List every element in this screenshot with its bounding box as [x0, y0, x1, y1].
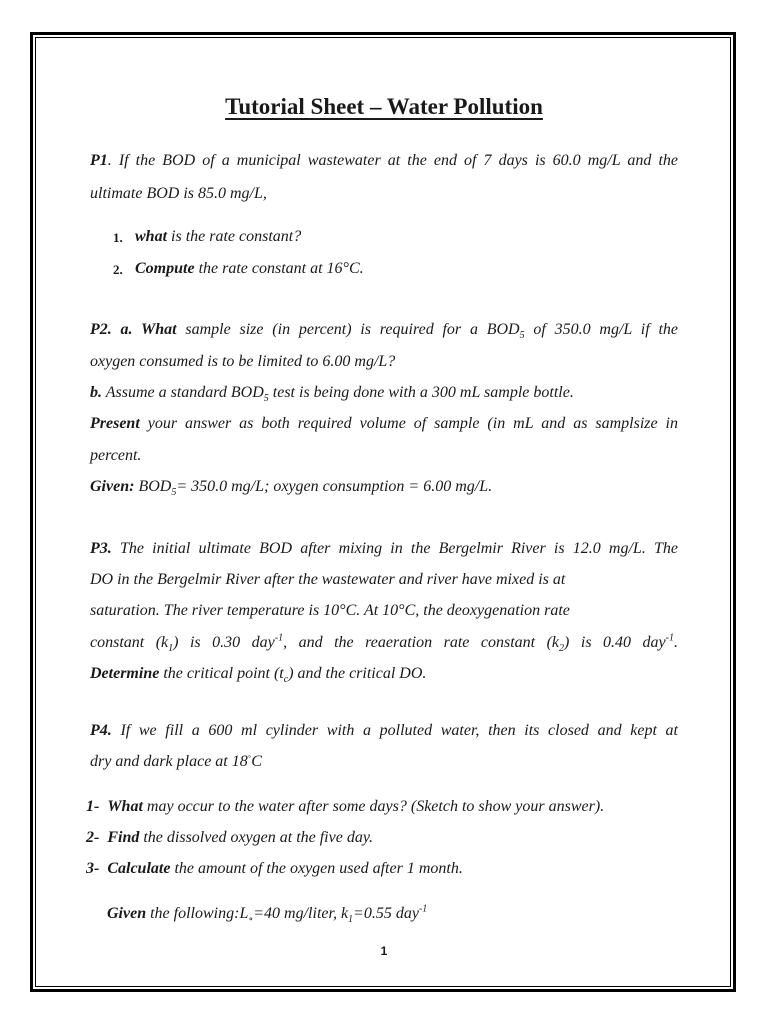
p4-item-2-text: the dissolved oxygen at the five day. [139, 829, 374, 846]
p1-item-2-number: 2. [113, 262, 123, 277]
p3-line-2: DO in the Bergelmir River after the wastewater and river have mixed is at [90, 571, 566, 588]
p4-l2b: C [251, 753, 262, 770]
p4-item-3 [86, 859, 463, 879]
p2-b-text2: test is being done with a 300 mL sample bottle. [268, 384, 574, 401]
p2-line-5: percent. [90, 447, 142, 464]
p1-item-2-verb: Compute [135, 260, 195, 277]
p3-day-sup-1: -1 [274, 632, 284, 644]
p2-present-label: Present [90, 415, 140, 432]
p4-item-3-text: the amount of the oxygen used after 1 month. [170, 860, 463, 877]
p1-line-1 [90, 151, 678, 171]
p2-present-text: your answer as both required volume of sample (in mL and as samplsize in [139, 415, 678, 432]
p2-given [90, 477, 492, 497]
p1-item-2-text: the rate constant at 16°C. [194, 260, 364, 277]
p4-degree-sup: ◦ [247, 751, 252, 763]
p4-item-2 [86, 828, 373, 848]
p4-item-1-number: 1- [86, 798, 100, 815]
p4-item-2-verb: Find [107, 829, 140, 846]
p3-day-sup-2: -1 [665, 632, 674, 644]
p4-given [107, 904, 427, 924]
p3-k1-sub: 1 [168, 643, 174, 655]
p2-given-label: Given: [90, 478, 135, 495]
p4-k1-sub: 1 [348, 914, 354, 926]
p2-given-sub-5: 5 [171, 487, 177, 499]
p3-determine-label: Determine [90, 665, 160, 682]
p4-item-3-number: 3- [86, 860, 100, 877]
p1-label: P1 [90, 152, 108, 169]
p4-item-3-verb: Calculate [107, 860, 171, 877]
p3-l4b: ) is 0.30 day [173, 634, 275, 651]
p4-given-a: the following:L [146, 905, 249, 922]
p3-line-5 [90, 664, 426, 684]
p2-given-text2: = 350.0 mg/L; oxygen consumption = 6.00 mg/L. [176, 478, 493, 495]
p2-b-label: b. [90, 384, 102, 401]
p3-line-3: saturation. The river temperature is 10°C. At 10°C, the deoxygenation rate [90, 602, 570, 619]
p4-l-sub: ∘ [248, 914, 254, 926]
p2-b-text1: Assume a standard BOD [102, 384, 264, 401]
p3-tc-sub: c [283, 674, 289, 686]
p1-item-2 [135, 259, 364, 279]
p4-item-2-number: 2- [86, 829, 100, 846]
p3-l5b: ) and the critical DO. [288, 665, 427, 682]
p2-line-3 [90, 383, 574, 403]
p3-l5a: the critical point (t [159, 665, 284, 682]
page-title: Tutorial Sheet – Water Pollution [225, 94, 543, 119]
p1-item-1-number: 1. [113, 230, 123, 245]
p2-text-a2: of 350.0 mg/L if the [524, 321, 679, 338]
p3-l4a: constant (k [90, 634, 169, 651]
p2-text-a1: sample size (in percent) is required for a BOD [176, 321, 520, 338]
p3-l4c: , and the reaeration rate constant (k [283, 634, 560, 651]
p3-k2-sub: 2 [559, 643, 565, 655]
p4-label: P4. [90, 722, 112, 739]
p2-line-1 [90, 320, 678, 340]
p1-item-1-verb: what [135, 228, 168, 245]
p1-item-1-text: is the rate constant? [167, 228, 302, 245]
p4-day-sup: -1 [418, 903, 428, 915]
p1-text-a: . If the BOD of a municipal wastewater at the end of 7 days is 60.0 mg/L and the [107, 152, 678, 169]
p2-given-text1: BOD [134, 478, 172, 495]
p4-item-1-text: may occur to the water after some days? (Sketch to show your answer). [142, 798, 605, 815]
p3-l4e: . [674, 634, 678, 651]
p1-line-2: ultimate BOD is 85.0 mg/L, [90, 185, 267, 202]
p4-item-1-verb: What [107, 798, 143, 815]
page-number: 1 [380, 944, 388, 958]
p4-given-b: =40 mg/liter, k [253, 905, 349, 922]
p1-item-1 [135, 227, 301, 247]
p4-given-c: =0.55 day [353, 905, 419, 922]
p4-given-label: Given [107, 905, 147, 922]
p3-label: P3. [90, 540, 112, 557]
p2-line-4 [90, 414, 678, 434]
p4-text-1: If we fill a 600 ml cylinder with a polluted water, then its closed and kept at [111, 722, 678, 739]
p4-l2a: dry and dark place at 18 [90, 753, 248, 770]
p4-line-2 [90, 752, 262, 772]
p3-line-1 [90, 539, 678, 559]
p2-sub-5: 5 [519, 330, 525, 342]
p2-label: P2. a. What [90, 321, 177, 338]
p4-item-1 [86, 797, 604, 817]
p2-b-sub-5: 5 [263, 393, 269, 405]
p3-text-1: The initial ultimate BOD after mixing in the Bergelmir River is 12.0 mg/L. The [111, 540, 678, 557]
p3-line-4 [90, 633, 678, 653]
p3-l4d: ) is 0.40 day [564, 634, 666, 651]
p2-line-2: oxygen consumed is to be limited to 6.00 mg/L? [90, 353, 396, 370]
p4-line-1 [90, 721, 678, 741]
